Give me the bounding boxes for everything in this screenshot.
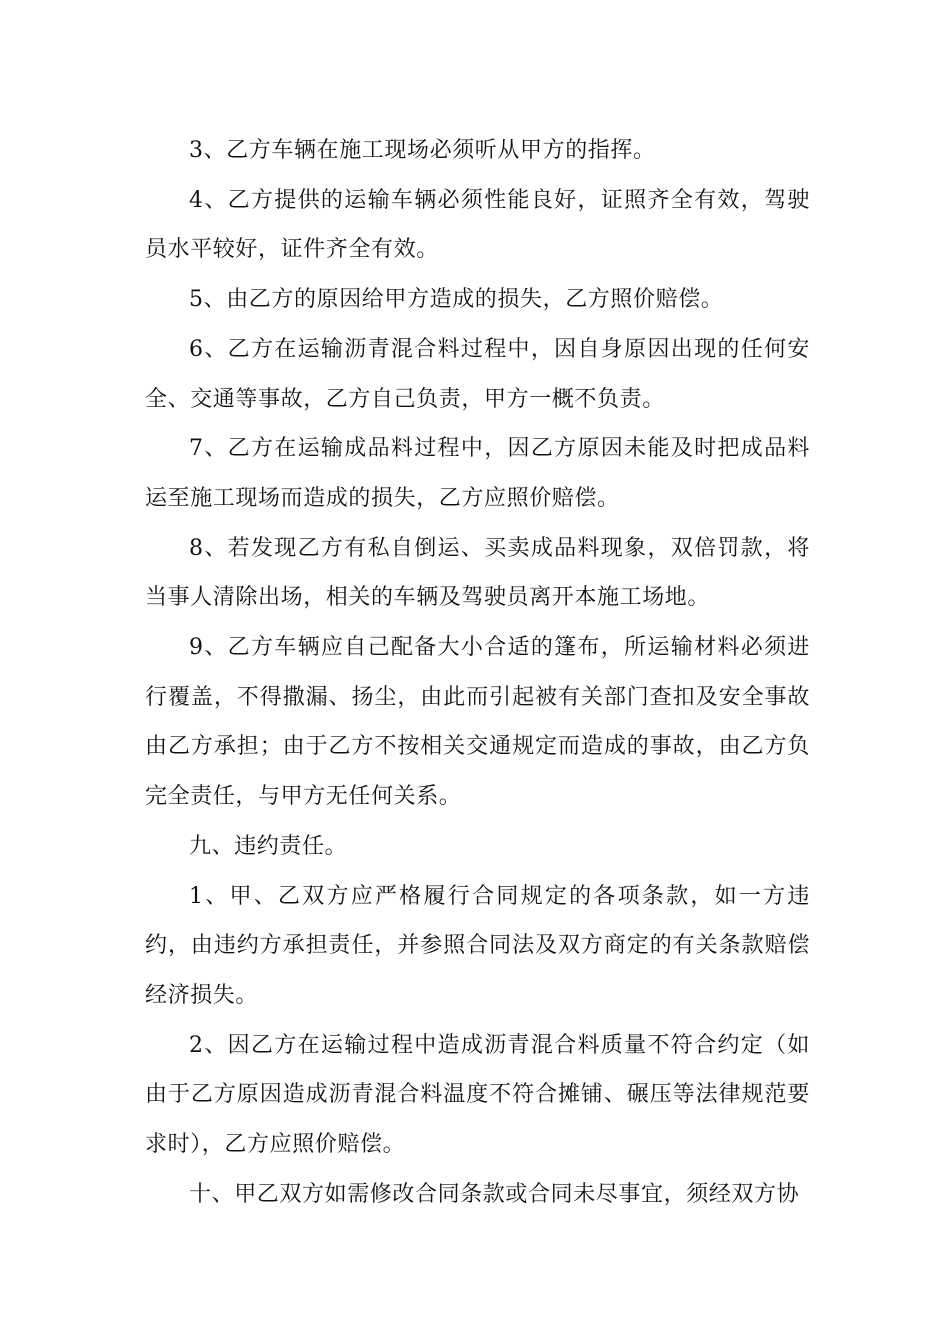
document-body — [145, 126, 810, 1219]
clause-4-vehicle-condition: 4、乙方提供的运输车辆必须性能良好，证照齐全有效，驾驶员水平较好，证件齐全有效。 — [145, 187, 810, 263]
clause-5-loss-compensation: 5、由乙方的原因给甲方造成的损失，乙方照价赔偿。 — [189, 287, 724, 313]
clause-7-delivery-delay: 7、乙方在运输成品料过程中，因乙方原因未能及时把成品料运至施工现场而造成的损失，乙方应照价赔偿。 — [145, 436, 810, 511]
section-9-heading: 九、违约责任。 — [189, 833, 348, 859]
breach-clause-2: 2、因乙方在运输过程中造成沥青混合料质量不符合约定（如由于乙方原因造成沥青混合料温度不符合摊铺、碾压等法律规范要求时），乙方应照价赔偿。 — [145, 1032, 810, 1158]
clause-8-illegal-resale: 8、若发现乙方有私自倒运、买卖成品料现象，双倍罚款，将当事人清除出场，相关的车辆及驾驶员离开本施工场地。 — [145, 535, 810, 611]
clause-3-vehicle-command: 3、乙方车辆在施工现场必须听从甲方的指挥。 — [189, 138, 656, 163]
section-10-amendment: 十、甲乙双方如需修改合同条款或合同未尽事宜，须经双方协 — [189, 1181, 800, 1207]
clause-6-accident-responsibility: 6、乙方在运输沥青混合料过程中，因自身原因出现的任何安全、交通等事故，乙方自己负责，甲方一概不负责。 — [145, 336, 810, 412]
clause-9-tarpaulin-cover: 9、乙方车辆应自己配备大小合适的篷布，所运输材料必须进行覆盖，不得撒漏、扬尘，由此而引起被有关部门查扣及安全事故由乙方承担；由于乙方不按相关交通规定而造成的事故，由乙方负完全责任，与甲方无任何关系。 — [145, 635, 810, 810]
breach-clause-1: 1、甲、乙双方应严格履行合同规定的各项条款，如一方违约，由违约方承担责任，并参照合同法及双方商定的有关条款赔偿经济损失。 — [145, 883, 810, 1008]
